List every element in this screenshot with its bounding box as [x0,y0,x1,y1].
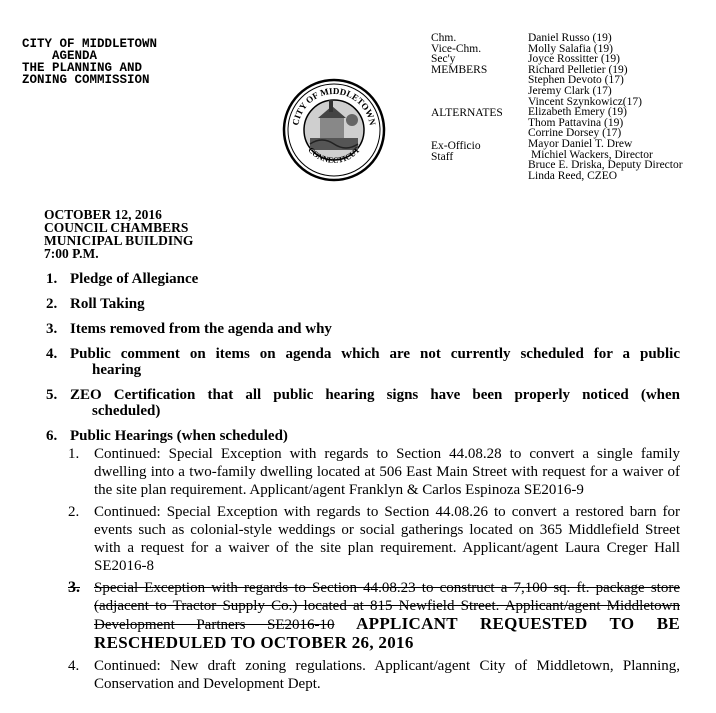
agenda-item [46,346,680,378]
agenda-item [46,296,680,312]
member-name: Jeremy Clark (17) [528,84,612,97]
meeting-details [44,208,193,260]
city-seal [282,78,386,182]
role-alternates: ALTERNATES [431,107,503,119]
seal-bottom-text: CONNECTICUT [306,145,362,166]
reschedule-notice: APPLICANT REQUESTED TO BE RESCHEDULED TO OCTOBER 26, 2016 [94,614,680,652]
roster-names [528,33,683,181]
hearing-number: 3. [68,579,80,596]
role-secretary: Sec'y [431,53,456,66]
role-vice-chairman: Vice-Chm. [431,42,482,55]
hearing-item [68,503,680,575]
meeting-time: 7:00 P.M. [44,246,99,261]
agenda-item-number: 2. [46,296,58,312]
alternate-name: Elizabeth Emery (19) [528,106,627,119]
hearing-text [94,579,680,653]
hearing-number: 2. [68,504,80,520]
meeting-building: MUNICIPAL BUILDING [44,233,194,248]
meeting-room: COUNCIL CHAMBERS [44,220,189,235]
alternate-name: Thom Pattavina (19) [528,116,624,129]
org-title-line: ZONING COMMISSION [22,73,150,87]
agenda-item-line: Public comment on items on agenda which are not currently scheduled for a public [70,346,680,362]
agenda-list [46,271,680,697]
agenda-item-line: scheduled) [92,403,161,419]
ex-officio-name: Mayor Daniel T. Drew [528,137,633,150]
alternate-name: Corrine Dorsey (17) [528,127,622,140]
org-title-line: AGENDA [22,49,98,63]
agenda-item-number: 5. [46,387,58,403]
agenda-item-text: Roll Taking [70,296,145,312]
agenda-item-line: hearing [92,362,142,378]
hearing-number: 1. [68,446,80,462]
hearing-text: Continued: Special Exception with regards to Section 44.08.26 to convert a restored barn for events such as colonial-style weddings or social gatherings located on 365 Middlefield Street with a request for a waiver of the site plan requirement. Applicant/agent Laura Creger Hall SE2016-8 [94,504,680,574]
member-name: Vincent Szynkowicz(17) [528,95,642,108]
role-chairman: Chm. [431,32,457,44]
agenda-item-text: Items removed from the agenda and why [70,321,332,337]
roster-roles [431,33,487,75]
meeting-date: OCTOBER 12, 2016 [44,207,162,222]
agenda-item [46,321,680,337]
hearing-item [68,445,680,499]
hearing-item-withdrawn [68,579,680,653]
hearing-number: 4. [68,658,80,674]
hearing-text: Continued: Special Exception with regards to Section 44.08.28 to convert a single family dwelling into a two-family dwelling located at 506 East Main Street with request for a waiver of the site plan requirement. Applicant/agent Franklyn & Carlos Espinoza SE2016-9 [94,446,680,498]
struck-hearing-text: Special Exception with regards to Section 44.08.23 to construct a 7,100 sq. ft. package store (adjacent to Tractor Supply Co.) located at 815 Newfield Street. Applicant/agent Middletown Development Partners SE2016-10 [94,580,680,633]
agenda-item [46,387,680,419]
agenda-item-number: 3. [46,321,58,337]
role-staff: Staff [431,150,454,163]
roster-roles-staff [431,141,481,162]
staff-name: Michiel Wackers, Director [531,148,653,161]
org-title-line: CITY OF MIDDLETOWN [22,37,158,51]
role-ex-officio: Ex-Officio [431,140,481,152]
agenda-item [46,271,680,287]
hearing-item [68,657,680,693]
agenda-item-text: Public Hearings (when scheduled) [70,428,288,444]
agenda-item-text: Pledge of Allegiance [70,271,199,287]
agenda-item-number: 1. [46,271,58,287]
seal-top-text: CITY OF MIDDLETOWN [290,85,378,127]
member-name: Stephen Devoto (17) [528,74,624,87]
staff-name: Bruce E. Driska, Deputy Director [528,159,683,172]
org-title-line: THE PLANNING AND [22,61,143,75]
agenda-item-line: ZEO Certification that all public hearing signs have been properly noticed (when [70,387,680,403]
member-name: Joyce Rossitter (19) [528,53,620,66]
agenda-item-number: 4. [46,346,58,362]
member-name: Richard Pelletier (19) [528,63,628,76]
organization-title [22,38,157,86]
agenda-item [46,428,680,444]
role-members: MEMBERS [431,63,488,76]
member-name: Molly Salafia (19) [528,42,613,55]
member-name: Daniel Russo (19) [528,32,612,44]
agenda-item-text [70,346,680,378]
hearing-text: Continued: New draft zoning regulations. Applicant/agent City of Middletown, Planning, Conservation and Development Dept. [94,658,680,692]
agenda-item-text [70,387,680,419]
staff-name: Linda Reed, CZEO [528,169,618,182]
agenda-item-number: 6. [46,428,58,444]
